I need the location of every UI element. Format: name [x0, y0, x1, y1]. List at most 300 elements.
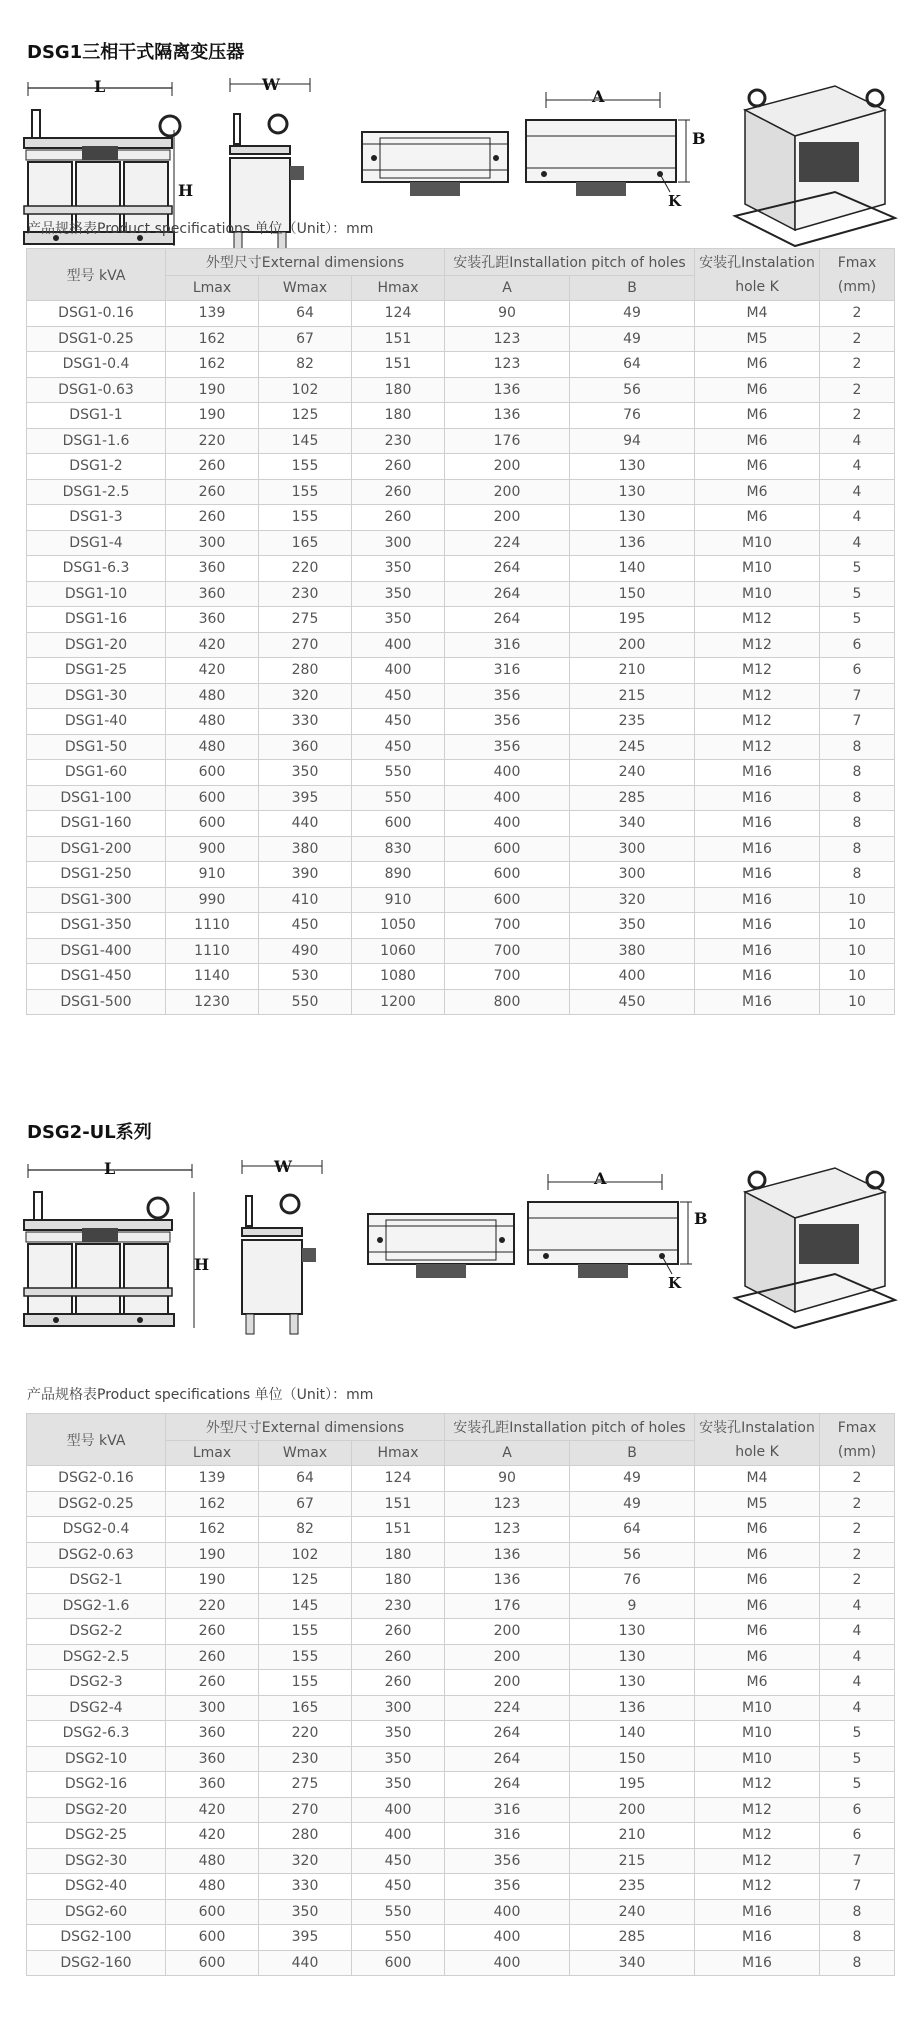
- cell-fmax: 10: [820, 989, 895, 1015]
- cell-pitch-a: 356: [445, 709, 570, 735]
- cell-pitch-b: 130: [570, 454, 695, 480]
- cell-pitch-a: 400: [445, 760, 570, 786]
- cell-pitch-a: 400: [445, 811, 570, 837]
- cell-hmax: 260: [352, 1644, 445, 1670]
- table-row: [27, 454, 895, 480]
- cell-lmax: 600: [166, 1950, 259, 1976]
- cell-model: DSG1-0.25: [27, 326, 166, 352]
- spec-table-dsg2: [26, 1413, 895, 1976]
- cell-lmax: 1140: [166, 964, 259, 990]
- cell-fmax: 4: [820, 530, 895, 556]
- cell-hmax: 180: [352, 1568, 445, 1594]
- cell-wmax: 155: [259, 454, 352, 480]
- cell-fmax: 10: [820, 964, 895, 990]
- cell-hmax: 1060: [352, 938, 445, 964]
- cell-hole-k: M10: [695, 1721, 820, 1747]
- cell-hole-k: M16: [695, 964, 820, 990]
- cell-fmax: 10: [820, 887, 895, 913]
- cell-hmax: 124: [352, 1466, 445, 1492]
- header-fmax: [820, 1414, 895, 1466]
- header-fmax-line2: (mm): [837, 1443, 877, 1460]
- cell-hmax: 400: [352, 1797, 445, 1823]
- cell-fmax: 5: [820, 556, 895, 582]
- cell-wmax: 220: [259, 556, 352, 582]
- cell-wmax: 125: [259, 1568, 352, 1594]
- header-lmax: Lmax: [166, 1441, 259, 1466]
- table-row: [27, 1644, 895, 1670]
- cell-hole-k: M4: [695, 1466, 820, 1492]
- cell-pitch-b: 300: [570, 836, 695, 862]
- cell-lmax: 300: [166, 530, 259, 556]
- cell-wmax: 350: [259, 1899, 352, 1925]
- cell-fmax: 2: [820, 352, 895, 378]
- header-installation-pitch: 安装孔距Installation pitch of holes: [445, 249, 695, 276]
- cell-hole-k: M16: [695, 1899, 820, 1925]
- cell-wmax: 275: [259, 1772, 352, 1798]
- cell-pitch-b: 150: [570, 581, 695, 607]
- cell-hmax: 260: [352, 479, 445, 505]
- cell-fmax: 10: [820, 938, 895, 964]
- cell-lmax: 600: [166, 1925, 259, 1951]
- cell-wmax: 395: [259, 785, 352, 811]
- cell-fmax: 4: [820, 505, 895, 531]
- cell-pitch-b: 64: [570, 352, 695, 378]
- table-row: [27, 1593, 895, 1619]
- cell-hole-k: M6: [695, 1542, 820, 1568]
- cell-hmax: 260: [352, 1619, 445, 1645]
- header-hmax: Hmax: [352, 276, 445, 301]
- cell-pitch-b: 245: [570, 734, 695, 760]
- cell-hmax: 910: [352, 887, 445, 913]
- cell-model: DSG2-1.6: [27, 1593, 166, 1619]
- dim-label-W: W: [274, 1157, 292, 1176]
- cell-hmax: 1050: [352, 913, 445, 939]
- cell-model: DSG2-10: [27, 1746, 166, 1772]
- cell-model: DSG1-200: [27, 836, 166, 862]
- table-row: [27, 785, 895, 811]
- cell-hole-k: M10: [695, 581, 820, 607]
- dim-label-H: H: [178, 181, 194, 200]
- cell-hole-k: M12: [695, 1823, 820, 1849]
- cell-pitch-a: 356: [445, 734, 570, 760]
- cell-hmax: 180: [352, 403, 445, 429]
- cell-hole-k: M16: [695, 1950, 820, 1976]
- cell-fmax: 2: [820, 326, 895, 352]
- cell-hole-k: M10: [695, 1746, 820, 1772]
- cell-lmax: 910: [166, 862, 259, 888]
- cell-model: DSG2-160: [27, 1950, 166, 1976]
- cell-wmax: 64: [259, 1466, 352, 1492]
- cell-lmax: 139: [166, 301, 259, 327]
- cell-hmax: 350: [352, 556, 445, 582]
- cell-pitch-a: 136: [445, 377, 570, 403]
- cell-pitch-b: 136: [570, 1695, 695, 1721]
- cell-pitch-a: 264: [445, 556, 570, 582]
- cell-wmax: 490: [259, 938, 352, 964]
- cell-hmax: 550: [352, 760, 445, 786]
- dim-label-L: L: [94, 77, 106, 96]
- cell-hole-k: M6: [695, 1593, 820, 1619]
- cell-wmax: 165: [259, 1695, 352, 1721]
- cell-lmax: 990: [166, 887, 259, 913]
- cell-hole-k: M6: [695, 1670, 820, 1696]
- cell-pitch-b: 240: [570, 1899, 695, 1925]
- cell-hole-k: M6: [695, 1619, 820, 1645]
- cell-fmax: 6: [820, 1797, 895, 1823]
- cell-hole-k: M6: [695, 352, 820, 378]
- cell-fmax: 2: [820, 1466, 895, 1492]
- cell-fmax: 7: [820, 709, 895, 735]
- cell-hmax: 550: [352, 1925, 445, 1951]
- cell-pitch-a: 316: [445, 1797, 570, 1823]
- table-row: [27, 1491, 895, 1517]
- cell-hole-k: M6: [695, 505, 820, 531]
- cell-lmax: 300: [166, 1695, 259, 1721]
- table-row: [27, 658, 895, 684]
- header-hmax: Hmax: [352, 1441, 445, 1466]
- cell-hole-k: M6: [695, 1517, 820, 1543]
- cell-pitch-b: 136: [570, 530, 695, 556]
- table-row: [27, 683, 895, 709]
- cell-model: DSG2-0.25: [27, 1491, 166, 1517]
- cell-lmax: 260: [166, 454, 259, 480]
- cell-pitch-b: 130: [570, 1619, 695, 1645]
- cell-lmax: 190: [166, 403, 259, 429]
- cell-fmax: 8: [820, 836, 895, 862]
- cell-pitch-a: 264: [445, 607, 570, 633]
- cell-pitch-a: 176: [445, 428, 570, 454]
- cell-fmax: 2: [820, 1568, 895, 1594]
- mounting-view-drawing: [522, 1162, 708, 1292]
- table-row: [27, 1925, 895, 1951]
- cell-hole-k: M5: [695, 326, 820, 352]
- spec-table-body: [27, 301, 895, 1015]
- cell-hole-k: M4: [695, 301, 820, 327]
- cell-wmax: 280: [259, 658, 352, 684]
- cell-hmax: 350: [352, 1721, 445, 1747]
- cell-wmax: 450: [259, 913, 352, 939]
- isometric-view-drawing: [735, 1152, 895, 1342]
- cell-fmax: 4: [820, 1670, 895, 1696]
- table-row: [27, 938, 895, 964]
- cell-fmax: 2: [820, 1491, 895, 1517]
- table-row: [27, 1466, 895, 1492]
- cell-hole-k: M6: [695, 377, 820, 403]
- cell-wmax: 155: [259, 505, 352, 531]
- cell-pitch-b: 49: [570, 301, 695, 327]
- cell-lmax: 420: [166, 1797, 259, 1823]
- table-row: [27, 301, 895, 327]
- dim-label-L: L: [104, 1159, 116, 1178]
- cell-hmax: 180: [352, 1542, 445, 1568]
- header-model: 型号 kVA: [27, 1414, 166, 1466]
- cell-wmax: 360: [259, 734, 352, 760]
- table-row: [27, 1695, 895, 1721]
- table-row: [27, 1542, 895, 1568]
- cell-lmax: 1110: [166, 913, 259, 939]
- cell-model: DSG2-0.4: [27, 1517, 166, 1543]
- cell-hmax: 400: [352, 658, 445, 684]
- table-row: [27, 1899, 895, 1925]
- cell-pitch-b: 400: [570, 964, 695, 990]
- cell-model: DSG1-1: [27, 403, 166, 429]
- spec-caption-dsg1: 产品规格表Product specifications 单位（Unit）：mm: [27, 221, 374, 237]
- cell-pitch-a: 123: [445, 326, 570, 352]
- cell-pitch-a: 600: [445, 887, 570, 913]
- cell-pitch-b: 49: [570, 1491, 695, 1517]
- cell-hole-k: M10: [695, 556, 820, 582]
- cell-pitch-b: 320: [570, 887, 695, 913]
- cell-pitch-a: 90: [445, 301, 570, 327]
- cell-lmax: 420: [166, 1823, 259, 1849]
- header-fmax: [820, 249, 895, 301]
- cell-lmax: 360: [166, 556, 259, 582]
- cell-model: DSG2-30: [27, 1848, 166, 1874]
- cell-pitch-b: 140: [570, 556, 695, 582]
- cell-hmax: 890: [352, 862, 445, 888]
- cell-pitch-a: 224: [445, 530, 570, 556]
- table-row: [27, 607, 895, 633]
- table-row: [27, 1721, 895, 1747]
- cell-model: DSG1-2.5: [27, 479, 166, 505]
- table-row: [27, 760, 895, 786]
- cell-pitch-b: 195: [570, 607, 695, 633]
- cell-pitch-b: 210: [570, 1823, 695, 1849]
- cell-lmax: 260: [166, 1644, 259, 1670]
- cell-model: DSG2-3: [27, 1670, 166, 1696]
- cell-pitch-a: 136: [445, 403, 570, 429]
- table-row: [27, 964, 895, 990]
- cell-pitch-b: 130: [570, 1644, 695, 1670]
- top-view-drawing: [366, 1202, 516, 1312]
- cell-pitch-a: 123: [445, 352, 570, 378]
- table-row: [27, 887, 895, 913]
- cell-wmax: 330: [259, 1874, 352, 1900]
- header-wmax: Wmax: [259, 276, 352, 301]
- cell-pitch-a: 264: [445, 1721, 570, 1747]
- cell-hmax: 180: [352, 377, 445, 403]
- cell-lmax: 480: [166, 1874, 259, 1900]
- cell-pitch-a: 400: [445, 1925, 570, 1951]
- cell-hmax: 1200: [352, 989, 445, 1015]
- cell-pitch-a: 700: [445, 964, 570, 990]
- top-view-drawing: [360, 120, 510, 230]
- table-row: [27, 1874, 895, 1900]
- cell-lmax: 480: [166, 709, 259, 735]
- header-a: A: [445, 1441, 570, 1466]
- header-wmax: Wmax: [259, 1441, 352, 1466]
- cell-hmax: 600: [352, 811, 445, 837]
- cell-model: DSG1-3: [27, 505, 166, 531]
- cell-lmax: 360: [166, 1772, 259, 1798]
- cell-hmax: 151: [352, 352, 445, 378]
- cell-model: DSG2-60: [27, 1899, 166, 1925]
- cell-lmax: 360: [166, 607, 259, 633]
- cell-wmax: 320: [259, 1848, 352, 1874]
- cell-pitch-a: 600: [445, 862, 570, 888]
- cell-model: DSG1-4: [27, 530, 166, 556]
- front-view-drawing: [22, 1152, 210, 1342]
- header-install-hole: [695, 249, 820, 301]
- cell-pitch-a: 264: [445, 1746, 570, 1772]
- cell-hole-k: M12: [695, 709, 820, 735]
- cell-fmax: 8: [820, 1899, 895, 1925]
- header-installation-pitch: 安装孔距Installation pitch of holes: [445, 1414, 695, 1441]
- cell-wmax: 395: [259, 1925, 352, 1951]
- cell-wmax: 145: [259, 1593, 352, 1619]
- cell-pitch-a: 400: [445, 1899, 570, 1925]
- cell-wmax: 67: [259, 326, 352, 352]
- cell-hole-k: M16: [695, 760, 820, 786]
- cell-lmax: 190: [166, 377, 259, 403]
- cell-pitch-b: 215: [570, 1848, 695, 1874]
- header-model: 型号 kVA: [27, 249, 166, 301]
- cell-fmax: 6: [820, 1823, 895, 1849]
- cell-pitch-b: 450: [570, 989, 695, 1015]
- dim-label-B: B: [694, 1209, 708, 1228]
- cell-hmax: 1080: [352, 964, 445, 990]
- cell-hole-k: M16: [695, 811, 820, 837]
- cell-pitch-b: 49: [570, 1466, 695, 1492]
- cell-lmax: 480: [166, 1848, 259, 1874]
- dim-label-W: W: [262, 75, 280, 94]
- header-fmax-line1: Fmax: [837, 254, 877, 271]
- cell-hole-k: M16: [695, 913, 820, 939]
- cell-wmax: 330: [259, 709, 352, 735]
- cell-hmax: 260: [352, 454, 445, 480]
- table-row: [27, 1772, 895, 1798]
- cell-pitch-a: 700: [445, 913, 570, 939]
- cell-wmax: 220: [259, 1721, 352, 1747]
- cell-fmax: 7: [820, 1848, 895, 1874]
- isometric-view-drawing: [735, 70, 895, 260]
- dim-label-K: K: [668, 192, 682, 210]
- cell-fmax: 4: [820, 1619, 895, 1645]
- mounting-view-drawing: [520, 80, 706, 210]
- cell-pitch-b: 210: [570, 658, 695, 684]
- cell-pitch-b: 240: [570, 760, 695, 786]
- cell-fmax: 2: [820, 377, 895, 403]
- cell-hole-k: M16: [695, 1925, 820, 1951]
- cell-pitch-a: 356: [445, 1874, 570, 1900]
- cell-model: DSG1-0.4: [27, 352, 166, 378]
- cell-pitch-b: 9: [570, 1593, 695, 1619]
- cell-wmax: 230: [259, 1746, 352, 1772]
- cell-lmax: 360: [166, 1746, 259, 1772]
- cell-wmax: 125: [259, 403, 352, 429]
- cell-fmax: 4: [820, 479, 895, 505]
- header-install-hole: [695, 1414, 820, 1466]
- cell-hmax: 550: [352, 785, 445, 811]
- cell-hmax: 350: [352, 581, 445, 607]
- cell-wmax: 165: [259, 530, 352, 556]
- cell-lmax: 260: [166, 1670, 259, 1696]
- table-row: [27, 811, 895, 837]
- cell-hole-k: M12: [695, 607, 820, 633]
- cell-hmax: 300: [352, 530, 445, 556]
- cell-pitch-a: 600: [445, 836, 570, 862]
- cell-model: DSG2-4: [27, 1695, 166, 1721]
- cell-pitch-b: 140: [570, 1721, 695, 1747]
- header-fmax-line2: (mm): [837, 278, 877, 295]
- cell-pitch-b: 235: [570, 1874, 695, 1900]
- cell-pitch-a: 316: [445, 658, 570, 684]
- cell-fmax: 5: [820, 607, 895, 633]
- cell-lmax: 600: [166, 1899, 259, 1925]
- cell-fmax: 8: [820, 1950, 895, 1976]
- cell-wmax: 380: [259, 836, 352, 862]
- cell-hmax: 350: [352, 607, 445, 633]
- cell-wmax: 440: [259, 1950, 352, 1976]
- table-row: [27, 734, 895, 760]
- table-row: [27, 377, 895, 403]
- cell-lmax: 162: [166, 352, 259, 378]
- cell-pitch-b: 300: [570, 862, 695, 888]
- table-row: [27, 403, 895, 429]
- cell-model: DSG1-500: [27, 989, 166, 1015]
- table-row: [27, 862, 895, 888]
- cell-fmax: 2: [820, 1542, 895, 1568]
- drawings-dsg2: [0, 1152, 900, 1357]
- cell-hmax: 230: [352, 428, 445, 454]
- cell-fmax: 2: [820, 1517, 895, 1543]
- cell-wmax: 410: [259, 887, 352, 913]
- cell-wmax: 440: [259, 811, 352, 837]
- cell-model: DSG1-50: [27, 734, 166, 760]
- cell-hmax: 400: [352, 632, 445, 658]
- cell-wmax: 145: [259, 428, 352, 454]
- dim-label-H: H: [194, 1255, 210, 1274]
- table-row: [27, 632, 895, 658]
- cell-wmax: 102: [259, 1542, 352, 1568]
- cell-fmax: 8: [820, 811, 895, 837]
- cell-pitch-a: 700: [445, 938, 570, 964]
- cell-hmax: 260: [352, 1670, 445, 1696]
- cell-lmax: 162: [166, 326, 259, 352]
- table-row: [27, 1619, 895, 1645]
- cell-pitch-b: 150: [570, 1746, 695, 1772]
- drawings-dsg1: [0, 70, 900, 275]
- cell-model: DSG1-6.3: [27, 556, 166, 582]
- cell-hole-k: M12: [695, 1772, 820, 1798]
- cell-wmax: 270: [259, 632, 352, 658]
- cell-wmax: 530: [259, 964, 352, 990]
- side-view-drawing: [232, 1152, 332, 1342]
- cell-fmax: 5: [820, 581, 895, 607]
- cell-fmax: 8: [820, 760, 895, 786]
- cell-fmax: 5: [820, 1746, 895, 1772]
- cell-hmax: 450: [352, 1848, 445, 1874]
- spec-table-dsg1: [26, 248, 895, 1015]
- cell-pitch-a: 400: [445, 1950, 570, 1976]
- cell-wmax: 320: [259, 683, 352, 709]
- table-row: [27, 1746, 895, 1772]
- cell-hole-k: M10: [695, 530, 820, 556]
- cell-model: DSG1-350: [27, 913, 166, 939]
- cell-lmax: 480: [166, 683, 259, 709]
- cell-pitch-b: 130: [570, 1670, 695, 1696]
- cell-lmax: 139: [166, 1466, 259, 1492]
- cell-lmax: 260: [166, 1619, 259, 1645]
- cell-model: DSG2-16: [27, 1772, 166, 1798]
- cell-fmax: 4: [820, 428, 895, 454]
- header-install-hole-line1: 安装孔Instalation: [699, 254, 815, 271]
- cell-model: DSG2-40: [27, 1874, 166, 1900]
- cell-pitch-a: 176: [445, 1593, 570, 1619]
- cell-hmax: 450: [352, 709, 445, 735]
- cell-hole-k: M6: [695, 479, 820, 505]
- cell-wmax: 82: [259, 1517, 352, 1543]
